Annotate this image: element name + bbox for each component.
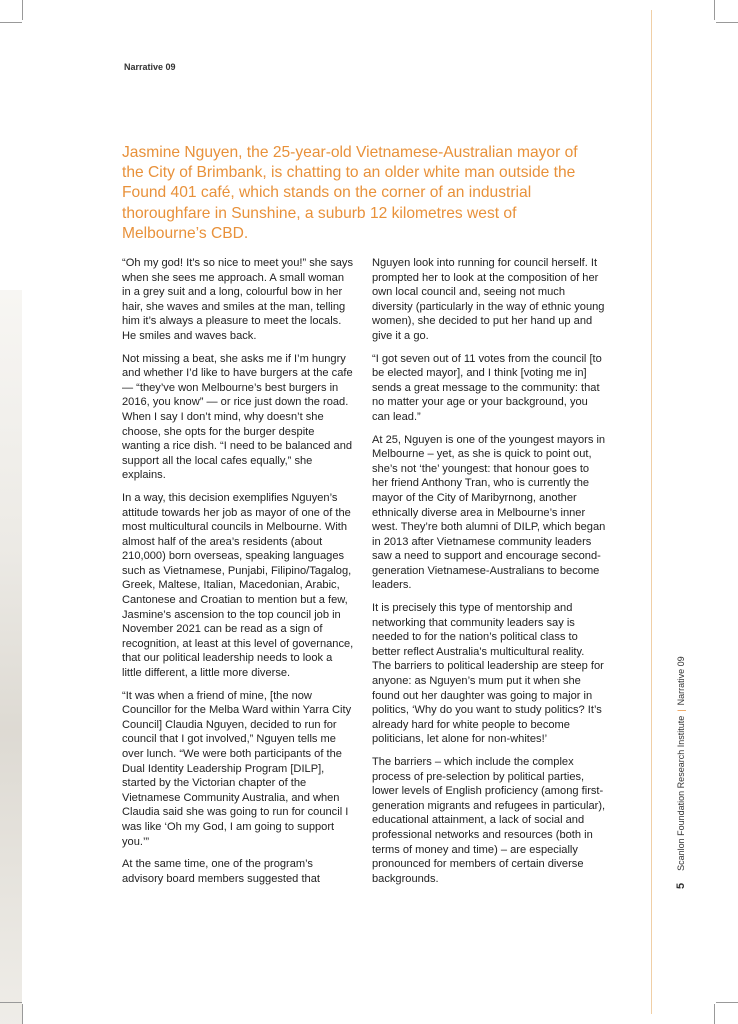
crop-mark <box>22 1004 23 1024</box>
page-number: 5 <box>675 882 687 889</box>
paragraph: The barriers – which include the complex process of pre-selection by political parties, lower levels of English proficiency (among first-generation migrants and refugees in particular), educational attainment, a lack of social and professional networks and resources (both in terms of money and time) – are especially pronounced for members of certain diverse backgrounds. <box>372 756 606 885</box>
narrative-label: Narrative 09 <box>124 62 176 72</box>
background-photo-strip <box>0 290 22 1024</box>
intro-standfirst: Jasmine Nguyen, the 25-year-old Vietnamese-Australian mayor of the City of Brimbank, is chatting to an older white man outside the Found 401 café, which stands on the corner of an industrial thoroughfare in Sunshine, a suburb 12 kilometres west of Melbourne’s CBD. <box>122 144 578 242</box>
institute-name: Scanlon Foundation Research Institute <box>676 715 686 871</box>
side-footer <box>675 656 687 889</box>
section-name: Narrative 09 <box>676 656 686 706</box>
crop-mark <box>0 22 22 23</box>
right-column <box>372 256 606 894</box>
paragraph: At 25, Nguyen is one of the youngest mayors in Melbourne – yet, as she is quick to point out, she’s not ‘the’ youngest: that honour goes to her friend Anthony Tran, who is currently the mayor of the City of Maribyrnong, another ethnically diverse area in Melbourne’s inner west. They’re both alumni of DILP, which began in 2013 after Vietnamese community leaders saw a need to support and encourage second-generation Vietnamese-Australians to become leaders. <box>372 433 606 592</box>
crop-mark <box>716 22 738 23</box>
left-column <box>122 256 354 894</box>
paragraph: “It was when a friend of mine, [the now Councillor for the Melba Ward within Yarra City Council] Claudia Nguyen, decided to run for council that I got involved,” Nguyen tells me over lunch. “We were both participants of the Dual Identity Leadership Program [DILP], started by the Victorian chapter of the Vietnamese Community Australia, and when Claudia said she was going to run for council I was like ‘Oh my God, I am going to support you.’” <box>122 689 352 848</box>
margin-divider <box>651 10 652 1014</box>
paragraph: Not missing a beat, she asks me if I’m hungry and whether I’d like to have burgers at the cafe — “they’ve won Melbourne’s best burgers in 2016, you know” — or rice just down the road. When I say I don’t mind, why doesn’t she choose, she opts for the burger despite wanting a rice dish. “I need to be balanced and support all the local cafes equally,” she explains. <box>122 352 353 482</box>
crop-mark <box>716 1002 738 1003</box>
paragraph: Nguyen look into running for council herself. It prompted her to look at the composition of her own local council and, seeing not much diversity (particularly in the way of ethnic young women), she decided to put her hand up and give it a go. <box>372 257 605 342</box>
paragraph: In a way, this decision exemplifies Nguyen’s attitude towards her job as mayor of one of the most multicultural councils in Melbourne. With almost half of the area’s residents (about 210,000) born overseas, speaking languages such as Vietnamese, Punjabi, Filipino/Tagalog, Greek, Maltese, Italian, Macedonian, Arabic, Cantonese and Croatian to mention but a few, Jasmine’s ascension to the top council job in November 2021 can be read as a sign of recognition, at least at this level of governance, that our political leadership needs to look a little different, a little more diverse. <box>122 491 354 680</box>
footer-separator: | <box>676 709 686 712</box>
crop-mark <box>0 1002 22 1003</box>
crop-mark <box>22 0 23 20</box>
crop-mark <box>714 0 715 20</box>
paragraph: “Oh my god! It’s so nice to meet you!” she says when she sees me approach. A small woman in a grey suit and a long, colourful bow in her hair, she waves and smiles at the man, telling him it’s always a pleasure to meet the locals. He smiles and waves back. <box>122 257 354 342</box>
paragraph: At the same time, one of the program’s advisory board members suggested that <box>122 858 320 885</box>
paragraph: It is precisely this type of mentorship and networking that community leaders say is needed to for the nation’s political class to better reflect Australia’s multicultural reality. The barriers to political leadership are steep for anyone: as Nguyen’s mum put it when she found out her daughter was going to major in politics, ‘Why do you want to study politics? It’s already hard for white people to become politicians, let alone for non-whites!’ <box>372 602 604 746</box>
paragraph: “I got seven out of 11 votes from the council [to be elected mayor], and I think [voting me in] sends a great message to the community: that no matter your age or your background, you can lead.” <box>372 352 602 423</box>
crop-mark <box>714 1004 715 1024</box>
